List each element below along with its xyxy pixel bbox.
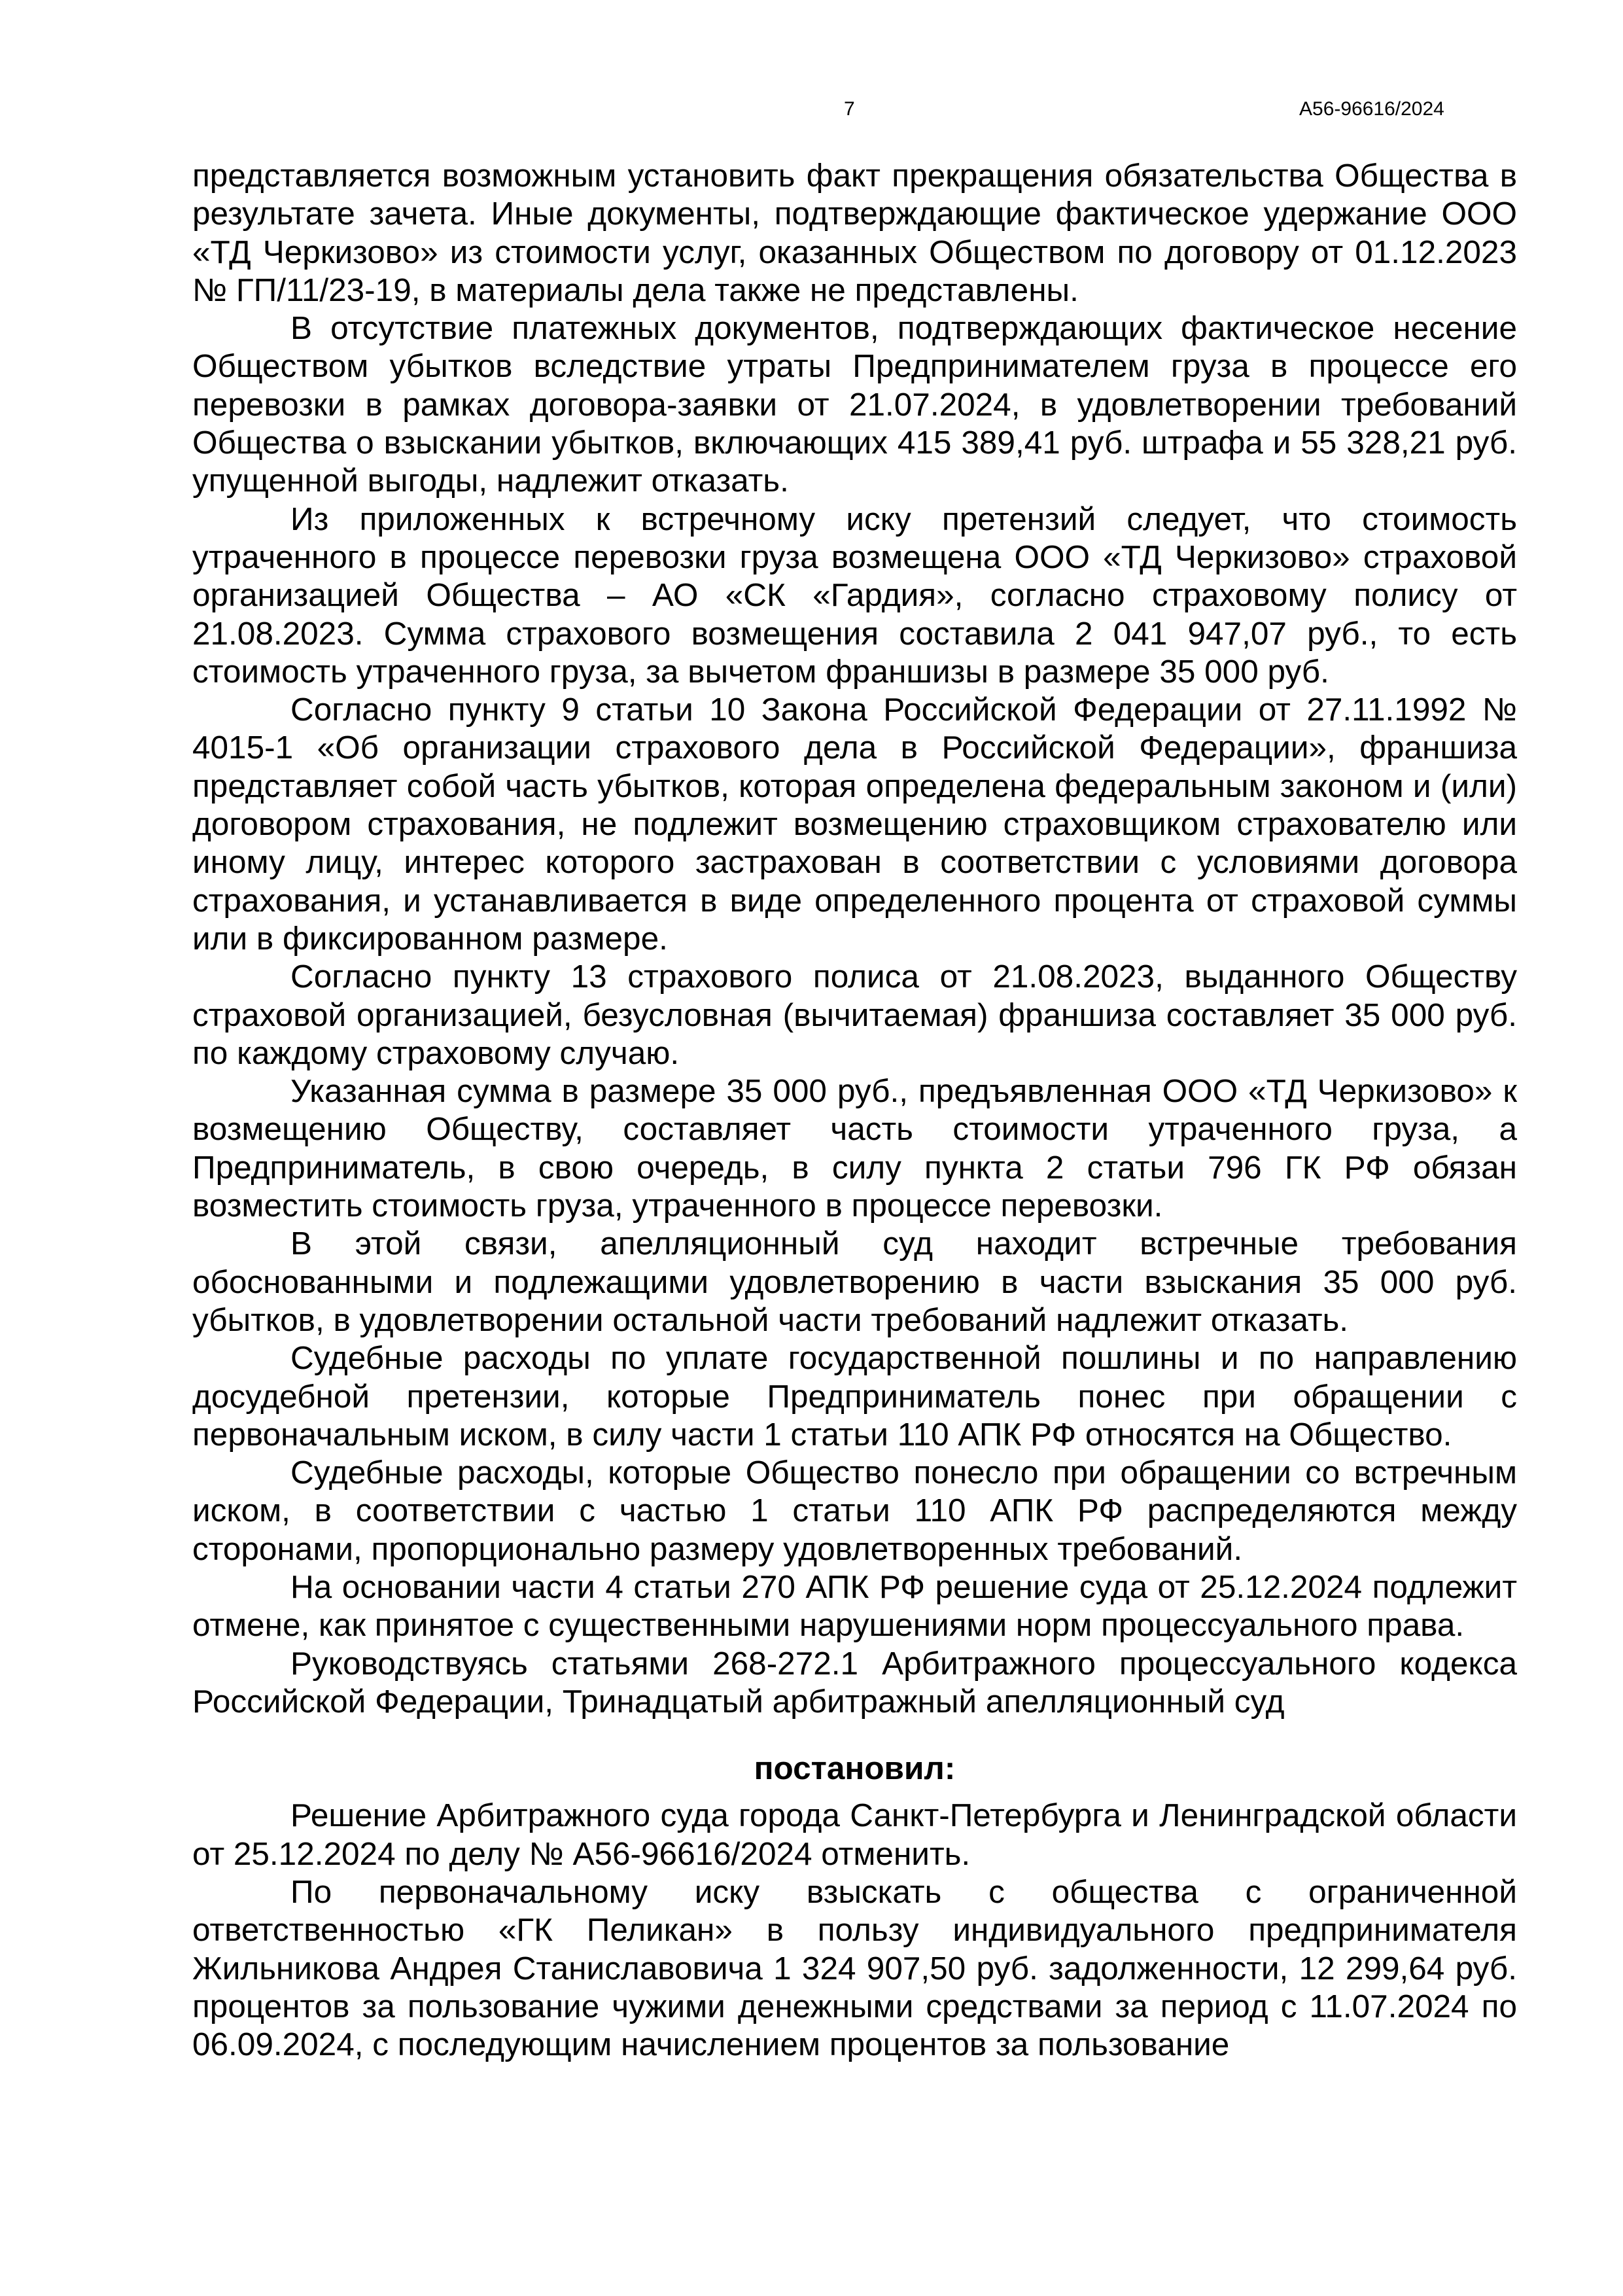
paragraph-costs-initial: Судебные расходы по уплате государственной пошлины и по направлению досудебной претензии, которые Предприниматель понес при обращении с первоначальным иском, в силу части 1 статьи 110 АПК РФ относятся на Общество. <box>192 1340 1517 1453</box>
paragraph-counterclaim-finding: В этой связи, апелляционный суд находит встречные требования обоснованными и подлежащими удовлетворению в части взыскания 35 000 руб. убытков, в удовлетворении остальной части требований надлежит отказать. <box>192 1226 1517 1338</box>
resolution-title: постановил: <box>754 1750 956 1787</box>
page-number: 7 <box>844 98 855 120</box>
paragraph-decision-recover: По первоначальному иску взыскать с общества с ограниченной ответственностью «ГК Пеликан» в пользу индивидуального предпринимателя Жильникова Андрея Станиславовича 1 324 907,50 руб. задолженности, 12 299,64 руб. процентов за пользование чужими денежными средствами за период с 11.07.2024 по 06.09.2024, с последующим начислением процентов за пользование <box>192 1874 1517 2063</box>
document-body <box>192 157 1517 2064</box>
page-header <box>0 98 1623 124</box>
paragraph-policy-clause: Согласно пункту 13 страхового полиса от 21.08.2023, выданного Обществу страховой организацией, безусловная (вычитаемая) франшиза составляет 35 000 руб. по каждому страховому случаю. <box>192 959 1517 1071</box>
paragraph-franchise-amount: Указанная сумма в размере 35 000 руб., предъявленная ООО «ТД Черкизово» к возмещению Обществу, составляет часть стоимости утраченного груза, а Предприниматель, в свою очередь, в силу пункта 2 статьи 796 ГК РФ обязан возместить стоимость груза, утраченного в процессе перевозки. <box>192 1073 1517 1224</box>
paragraph-reversal-basis: На основании части 4 статьи 270 АПК РФ решение суда от 25.12.2024 подлежит отмене, как принятое с существенными нарушениями норм процессуального права. <box>192 1568 1517 1644</box>
paragraph-continuation: представляется возможным установить факт прекращения обязательства Общества в результате зачета. Иные документы, подтверждающие фактическое удержание ООО «ТД Черкизово» из стоимости услуг, оказанных Обществом по договору от 01.12.2023 № ГП/11/23-19, в материалы дела также не представлены. <box>192 158 1517 308</box>
paragraph-losses: В отсутствие платежных документов, подтверждающих фактическое несение Обществом убытков вследствие утраты Предпринимателем груза в процессе его перевозки в рамках договора-заявки от 21.07.2024, в удовлетворении требований Общества о взыскании убытков, включающих 415 389,41 руб. штрафа и 55 328,21 руб. упущенной выгоды, надлежит отказать. <box>192 310 1517 499</box>
paragraph-decision-cancel: Решение Арбитражного суда города Санкт-Петербурга и Ленинградской области от 25.12.2024 по делу № А56-96616/2024 отменить. <box>192 1797 1517 1872</box>
paragraph-franchise-law: Согласно пункту 9 статьи 10 Закона Российской Федерации от 27.11.1992 № 4015-1 «Об организации страхового дела в Российской Федерации», франшиза представляет собой часть убытков, которая определена федеральным законом и (или) договором страхования, не подлежит возмещению страховщиком страхователю или иному лицу, интерес которого застрахован в соответствии с условиями договора страхования, и устанавливается в виде определенного процента от страховой суммы или в фиксированном размере. <box>192 692 1517 957</box>
paragraph-costs-counter: Судебные расходы, которые Общество понесло при обращении со встречным иском, в соответствии с частью 1 статьи 110 АПК РФ распределяются между сторонами, пропорционально размеру удовлетворенных требований. <box>192 1455 1517 1567</box>
case-number: А56-96616/2024 <box>1299 98 1444 120</box>
paragraph-insurance-claims: Из приложенных к встречному иску претензий следует, что стоимость утраченного в процессе перевозки груза возмещена ООО «ТД Черкизово» страховой организацией Общества – АО «СК «Гардия», согласно страховому полису от 21.08.2023. Сумма страхового возмещения составила 2 041 947,07 руб., то есть стоимость утраченного груза, за вычетом франшизы в размере 35 000 руб. <box>192 501 1517 690</box>
paragraph-guided-by: Руководствуясь статьями 268-272.1 Арбитражного процессуального кодекса Российской Федерации, Тринадцатый арбитражный апелляционный суд <box>192 1645 1517 1720</box>
